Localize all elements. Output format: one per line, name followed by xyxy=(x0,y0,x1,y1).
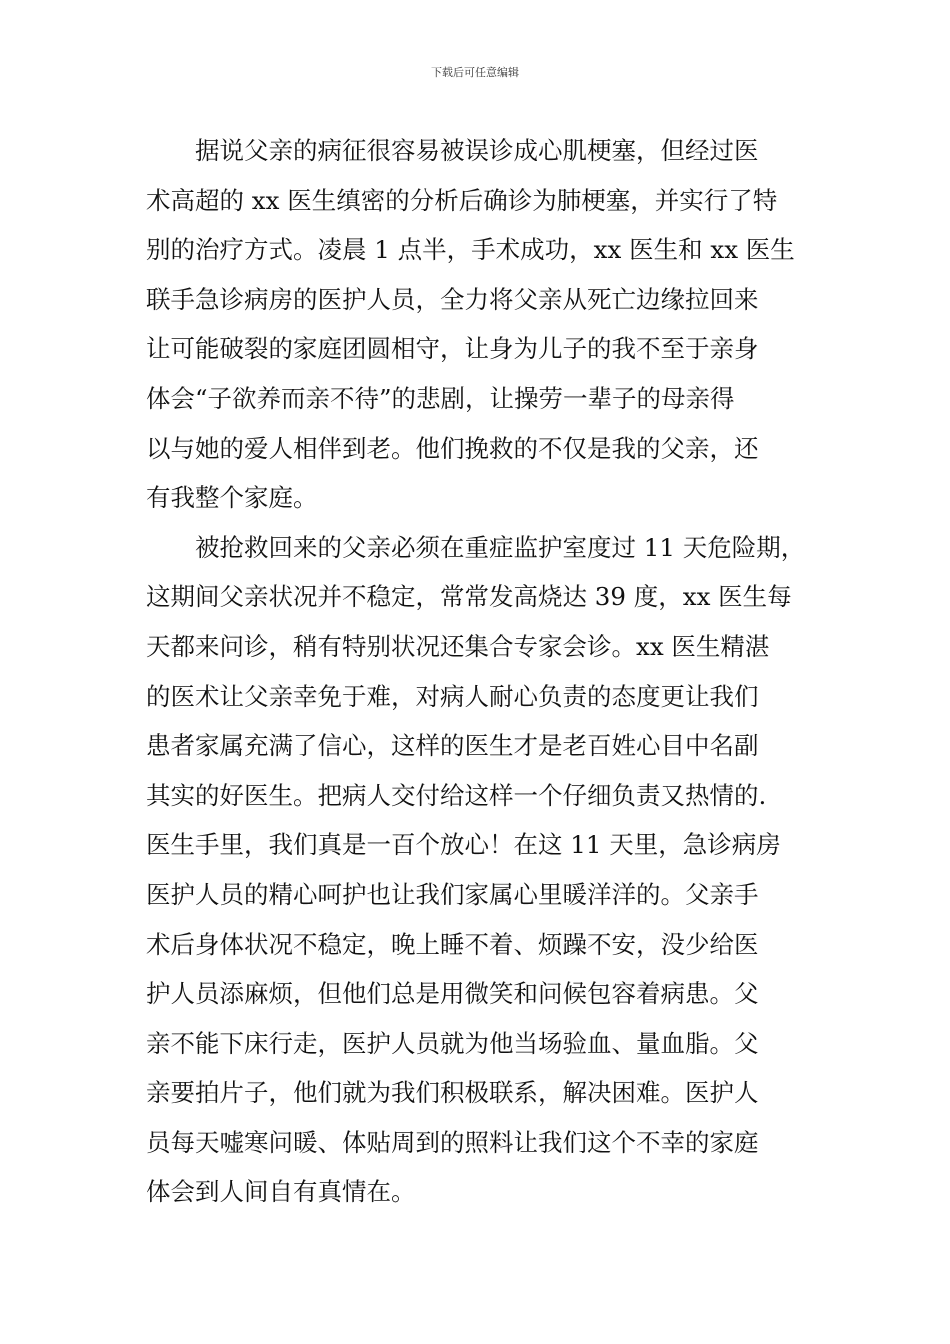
text-line: 让可能破裂的家庭团圆相守，让身为儿子的我不至于亲身 xyxy=(146,334,759,364)
document-body xyxy=(146,126,846,1217)
text-line: 亲要拍片子，他们就为我们积极联系，解决困难。医护人 xyxy=(146,1078,759,1108)
text-line: 别的治疗方式。凌晨 1 点半，手术成功，xx 医生和 xx 医生 xyxy=(146,235,795,265)
text-line: 其实的好医生。把病人交付给这样一个仔细负责又热情的. xyxy=(146,780,767,810)
text-line: 有我整个家庭。 xyxy=(146,483,318,513)
text-line: 术高超的 xx 医生缜密的分析后确诊为肺梗塞，并实行了特 xyxy=(146,185,778,215)
text-line: 体会“子欲养而亲不待”的悲剧，让操劳一辈子的母亲得 xyxy=(146,383,735,413)
text-line: 被抢救回来的父亲必须在重症监护室度过 11 天危险期， xyxy=(195,532,806,562)
text-line: 员每天嘘寒问暖、体贴周到的照料让我们这个不幸的家庭 xyxy=(146,1127,759,1157)
paragraph-2 xyxy=(146,523,846,1217)
text-line: 这期间父亲状况并不稳定，常常发高烧达 39 度，xx 医生每 xyxy=(146,582,792,612)
text-line: 据说父亲的病征很容易被误诊成心肌梗塞，但经过医 xyxy=(195,136,759,165)
text-line: 护人员添麻烦，但他们总是用微笑和问候包容着病患。父 xyxy=(146,979,759,1009)
text-line: 医护人员的精心呵护也让我们家属心里暖洋洋的。父亲手 xyxy=(146,879,759,909)
text-line: 术后身体状况不稳定，晚上睡不着、烦躁不安，没少给医 xyxy=(146,929,759,959)
text-line: 的医术让父亲幸免于难，对病人耐心负责的态度更让我们 xyxy=(146,681,759,711)
text-line: 患者家属充满了信心，这样的医生才是老百姓心目中名副 xyxy=(146,731,759,761)
page-header: 下载后可任意编辑 xyxy=(431,66,519,79)
text-line: 以与她的爱人相伴到老。他们挽救的不仅是我的父亲，还 xyxy=(146,433,759,463)
paragraph-1 xyxy=(146,126,846,523)
text-line: 联手急诊病房的医护人员，全力将父亲从死亡边缘拉回来 xyxy=(146,284,759,314)
text-line: 体会到人间自有真情在。 xyxy=(146,1177,416,1207)
text-line: 医生手里，我们真是一百个放心！在这 11 天里，急诊病房 xyxy=(146,830,781,860)
text-line: 天都来问诊，稍有特别状况还集合专家会诊。xx 医生精湛 xyxy=(146,631,770,661)
text-line: 亲不能下床行走，医护人员就为他当场验血、量血脂。父 xyxy=(146,1028,759,1058)
